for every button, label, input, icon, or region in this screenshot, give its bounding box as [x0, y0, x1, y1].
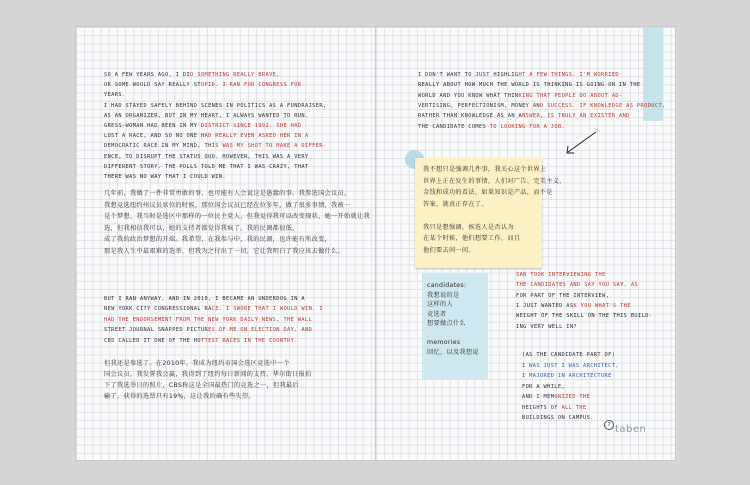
handwritten-line: CBS CALLED IT ONE OF THE HOTTEST RACES IN THE COUNTRY.	[104, 337, 298, 344]
handwritten-line: FOR A WHILE,	[522, 383, 566, 390]
memo-line: 回忆，以及我想说	[427, 348, 479, 356]
chinese-line: 选，但我相信我可以，她的支持者都觉得我疯了。我的民调都很低，	[104, 224, 299, 232]
memo-line: memories	[427, 339, 461, 346]
handwritten-line: VERTISING, PERFECTIONISM, MONEY AND SUCCESS. IF KNOWLEDGE AS PRODUCT,	[418, 102, 666, 109]
handwritten-line: WORLD AND YOU KNOW WHAT THINKING THAT PEOPLE DO ABOUT AD-	[418, 92, 623, 99]
handwritten-line: GRESS-WOMAN HAD BEEN IN MY DISTRICT SINCE 1992. SHE HAD	[104, 123, 302, 129]
handwritten-line: (AS THE CANDIDATE PART OF)	[522, 352, 616, 358]
arrow-icon	[560, 128, 600, 158]
sticky-line: 我不想只是强调几件事，我关心这个世界上	[423, 166, 547, 173]
handwritten-line: SAN TOOK INTERVIEWING THE	[516, 272, 606, 278]
handwritten-line: I JUST WANTED ASK YOU WHAT'S THE	[516, 302, 631, 309]
handwritten-line: I WAS JUST I WAS ARCHITECT,	[522, 362, 619, 369]
handwritten-line: ENCE, TO DISRUPT THE STATUS QUO. HOWEVER, THIS WAS A VERY	[104, 153, 309, 160]
handwritten-line: I DON'T WANT TO JUST HIGHLIGHT A FEW THINGS. I'M WORRIED	[418, 72, 619, 78]
handwritten-line: THE CANDIDATE COMES TO LOOKING FOR A JOB.	[418, 123, 566, 130]
handwritten-line: STREET JOURNAL SNAPPED PICTURES OF ME ON ELECTION DAY, AND	[104, 327, 313, 334]
brand-logo: taben	[615, 424, 647, 435]
handwritten-line: WEIGHT OF THE SKILL ON THE THIS BUILD-	[516, 313, 653, 320]
sticky-line: 金钱和成功的看法，如果知识是产品，而不是	[423, 189, 553, 196]
sticky-line: 在某个时候，他们想要工作，而且	[423, 235, 521, 242]
handwritten-line: DEMOCRATIC RACE IN MY MIND, THIS WAS MY SHOT TO MAKE A DIFFER-	[104, 143, 327, 150]
handwritten-line: AND I MEMORIZED THE	[522, 394, 591, 400]
sticky-line: 世界上正在发生的事情，人们对广告、完美主义、	[423, 177, 566, 185]
handwritten-line: YEARS.	[104, 92, 126, 99]
chinese-line: 几年前，我做了一件非常勇敢的事，也可能有人会说这是愚蠢的事。我参选国会议员，	[104, 190, 351, 197]
handwritten-line: HEIGHTS OF ALL THE	[522, 404, 587, 411]
handwritten-line: THE CANDIDATES AND SAY YOU SAY, AS	[516, 282, 639, 289]
handwritten-line: REALLY ABOUT HOW MUCH THE WORLD IS THINKING IS GOING ON IN THE	[418, 82, 641, 89]
handwritten-line: I HAD STAYED SAFELY BEHIND SCENES IN POLITICS AS A FUNDRAISER,	[104, 102, 327, 109]
memo-line: 竞选者	[427, 310, 447, 318]
handwritten-line: AS AN ORGANIZER, BUT IN MY HEART, I ALWAYS WANTED TO RUN.	[104, 112, 309, 119]
chinese-line: 但我还是参选了。在2010年，我成为纽约市国会选区竞选中一个	[104, 360, 290, 367]
memo-line: 我想说的是	[427, 291, 460, 299]
sticky-line: 答案，就真正存在了。	[423, 200, 488, 208]
chinese-line: 成了我的政治梦想的开端。我希望，在我参与中，我的民调，也许能有所改变，	[104, 236, 332, 243]
sticky-line: 我只是想强调，候选人是否认为	[423, 223, 514, 231]
chinese-line: 国会议员，我发誓我会赢，我得到了纽约每日新闻的支持，华尔街日报拍	[104, 371, 312, 378]
handwritten-line: BUT I RAN ANYWAY, AND IN 2010, I BECAME AN UNDERDOG IN A	[104, 296, 305, 302]
handwritten-line: BUILDINGS ON CAMPUS.	[522, 415, 594, 421]
handwritten-line: DIFFERENT STORY. THE POLLS TOLD ME THAT I WAS CRAZY, THAT	[104, 163, 309, 170]
page-number-badge: 7	[604, 420, 614, 430]
memo-line: 这样的人	[427, 301, 453, 308]
chinese-line: 下了我选举日的照片，CBS称这是全国最热门的竞选之一，但我最后	[104, 382, 299, 389]
memo-line: candidates:	[427, 282, 467, 289]
handwritten-line: NEW YORK CITY CONGRESSIONAL RACE. I SWORE THAT I WOULD WIN. I	[104, 306, 323, 313]
memo-line: 想要做点什么	[427, 320, 466, 327]
handwritten-line: FOR PART OF THE INTERVIEW,	[516, 292, 610, 299]
handwritten-line: OR SOME WOULD SAY REALLY STUPID. I RAN FOR CONGRESS FOR	[104, 82, 302, 89]
chinese-line: 输了，获得的选票只有19%，这让我的确有些失望。	[104, 393, 255, 400]
sticky-line: 他们要去问一问。	[423, 246, 475, 254]
chinese-line: 我想竞选纽约州议员席位的时候，那位国会议员已经在位多年，做了很多事情，我被一	[104, 201, 351, 209]
handwritten-line: HAD THE ENDORSEMENT FROM THE NEW YORK DAILY NEWS, THE WALL	[104, 316, 313, 323]
handwritten-line: I MAJORED IN ARCHITECTURE	[522, 373, 612, 379]
chinese-line: 是个梦想，我当时是选区中那样的一位民主党人，但我觉得我可以改变现状，她一开始就让我	[104, 213, 370, 220]
handwritten-line: ING VERY WELL IN?	[516, 323, 578, 330]
handwritten-line: THERE WAS NO WAY THAT I COULD WIN.	[104, 174, 227, 180]
handwritten-line: SO A FEW YEARS AGO, I DID SOMETHING REALLY BRAVE,	[104, 72, 280, 78]
chinese-line: 那是我人生中最艰难的选举，但我为之付出了一切，它让我明白了我应该去做什么。	[104, 247, 345, 255]
handwritten-line: LOST A RACE, AND SO NO ONE HAD REALLY EVEN ASKED HER IN A	[104, 133, 309, 140]
handwritten-line: RATHER THAN KNOWLEDGE AS AN ANSWER, IS TRULY AN EXISTER AND	[418, 113, 630, 120]
